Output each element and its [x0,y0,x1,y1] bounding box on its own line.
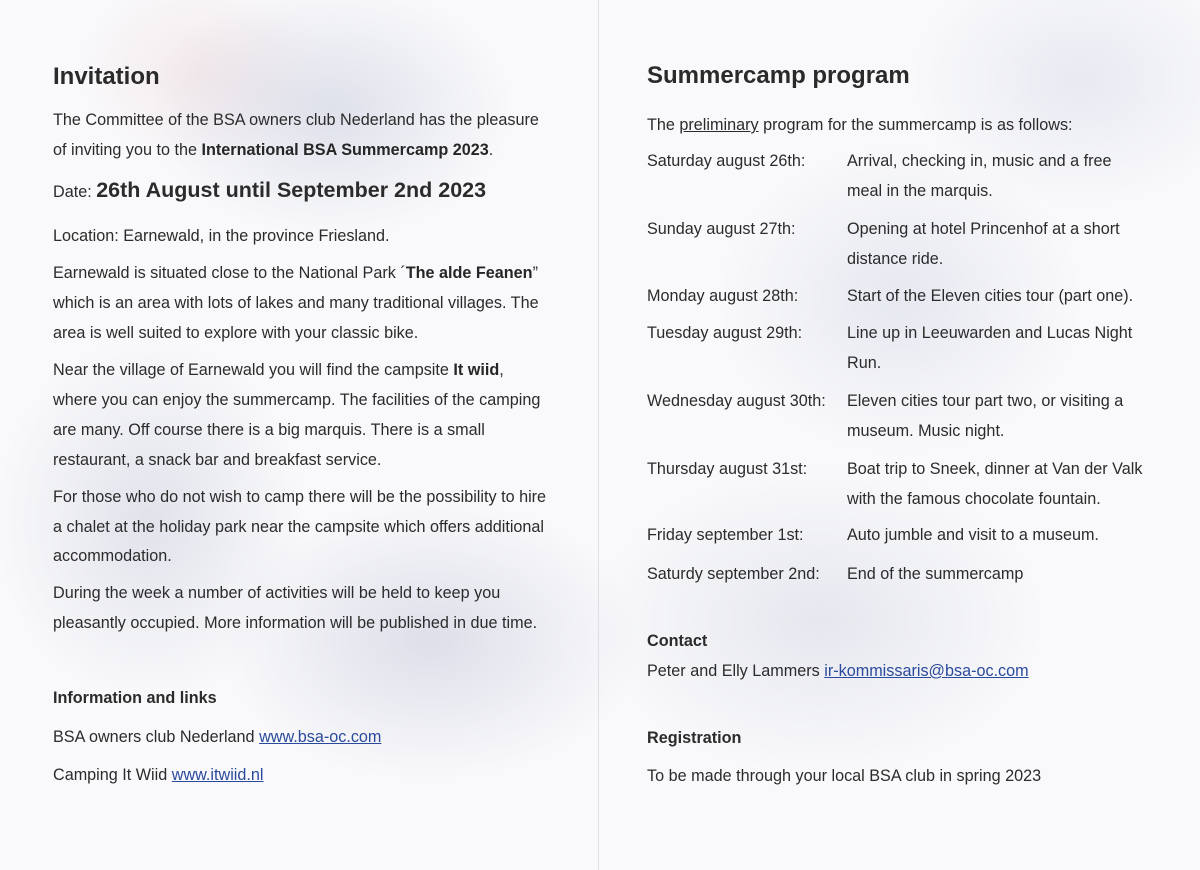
schedule-description [847,455,1177,514]
park-line-3: area is well suited to explore with your classic bike. [53,324,419,342]
event-name: International BSA Summercamp 2023 [201,141,489,159]
bsa-website-link[interactable]: www.bsa-oc.com [259,728,382,746]
campsite-name: It wiid [453,361,500,379]
park-name: The alde Feanen [405,264,533,282]
campsite-text: Near the village of Earnewald you will find the campsite [53,361,454,379]
contact-heading: Contact [647,632,708,650]
page-fold [598,0,599,870]
schedule-description [847,521,1177,551]
link-camping-row [53,760,588,790]
activities-line-1: During the week a number of activities will be held to keep you [53,584,501,602]
program-intro [647,110,1177,140]
date-label: Date: [53,183,97,201]
schedule-day: Monday august 28th: [647,287,799,305]
campsite-line-2: where you can enjoy the summercamp. The facilities of the camping [53,391,541,409]
link-bsa-row [53,722,588,752]
preliminary-word: preliminary [679,116,759,134]
chalet-line-1: For those who do not wish to camp there will be the possibility to hire [53,488,547,506]
park-text: Earnewald is situated close to the National Park ´ [53,264,406,282]
schedule-description [847,147,1177,206]
contact-row [647,656,1177,686]
campsite-line-1 [53,355,588,385]
schedule-description-line-2: distance ride. [847,249,944,268]
schedule-day: Sunday august 27th: [647,220,796,238]
location-line: Location: Earnewald, in the province Friesland. [53,227,390,245]
schedule-description-line-1: Start of the Eleven cities tour (part one). [847,287,1134,305]
chalet-line-3: accommodation. [53,547,172,565]
park-line-1 [53,258,588,288]
schedule-day: Saturday august 26th: [647,152,806,170]
schedule-description [847,387,1177,446]
schedule-description-line-1: Eleven cities tour part two, or visiting a [847,392,1124,410]
schedule-description-line-2: Run. [847,353,882,372]
registration-text: To be made through your local BSA club in spring 2023 [647,767,1042,785]
camping-website-link[interactable]: www.itwiid.nl [171,766,264,784]
date-value: 26th August until September 2nd 2023 [96,178,487,202]
schedule-description-line-1: End of the summercamp [847,565,1024,583]
campsite-line-3: are many. Off course there is a big marquis. There is a small [53,421,485,439]
intro-text: of inviting you to the [53,141,202,159]
schedule-day: Thursday august 31st: [647,460,808,478]
contact-email-link[interactable]: ir-kommissaris@bsa-oc.com [824,662,1029,680]
contact-name: Peter and Elly Lammers [647,662,825,680]
schedule-day: Saturdy september 2nd: [647,565,820,583]
schedule-description-line-1: Boat trip to Sneek, dinner at Van der Valk [847,460,1143,478]
schedule-description-line-1: Line up in Leeuwarden and Lucas Night [847,324,1133,342]
program-intro-rest: program for the summercamp is as follows: [758,116,1073,134]
schedule-day: Wednesday august 30th: [647,392,826,410]
activities-line-2: pleasantly occupied. More information will be published in due time. [53,614,538,632]
campsite-comma: , [499,361,504,379]
schedule-day: Friday september 1st: [647,526,804,544]
link-camping-label: Camping It Wiid [53,766,172,784]
intro-line-1: The Committee of the BSA owners club Nederland has the pleasure [53,111,539,129]
schedule-description [847,215,1177,274]
intro-period: . [488,141,494,159]
invitation-title: Invitation [53,63,160,90]
schedule-description-line-1: Auto jumble and visit to a museum. [847,526,1099,544]
program-title: Summercamp program [647,62,910,89]
info-heading: Information and links [53,689,217,707]
schedule-description-line-2: with the famous chocolate fountain. [847,489,1101,508]
park-quote: ” [532,264,538,282]
schedule-description-line-2: meal in the marquis. [847,181,993,200]
intro-line-2 [53,135,588,165]
schedule-description-line-1: Arrival, checking in, music and a free [847,152,1112,170]
link-bsa-label: BSA owners club Nederland [53,728,260,746]
schedule-description [847,560,1177,590]
park-line-2: which is an area with lots of lakes and many traditional villages. The [53,294,539,312]
campsite-line-4: restaurant, a snack bar and breakfast service. [53,451,382,469]
schedule-description [847,282,1177,312]
chalet-line-2: a chalet at the holiday park near the campsite which offers additional [53,518,545,536]
schedule-description-line-2: museum. Music night. [847,421,1005,440]
date-line [53,175,588,207]
schedule-description-line-1: Opening at hotel Princenhof at a short [847,220,1120,238]
registration-heading: Registration [647,729,742,747]
schedule-day: Tuesday august 29th: [647,324,803,342]
schedule-description [847,319,1177,378]
program-intro-text: The [647,116,680,134]
